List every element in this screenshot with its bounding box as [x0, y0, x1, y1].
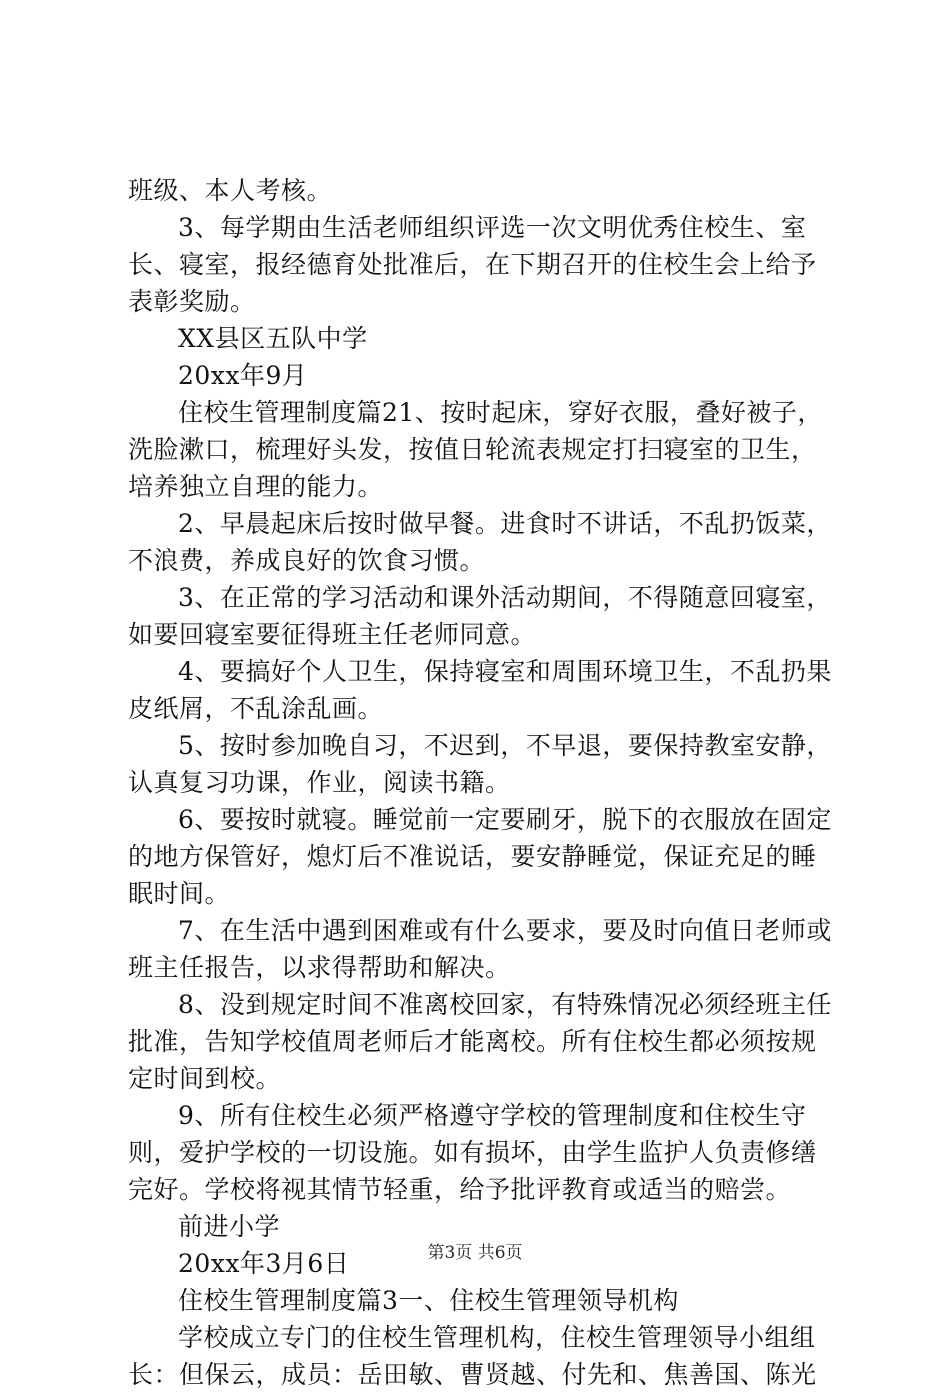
paragraph-rule-9: 9、所有住校生必须严格遵守学校的管理制度和住校生守则，爱护学校的一切设施。如有损坏，由学生监护人负责修缮完好。学校将视其情节轻重，给予批评教育或适当的赔尝。	[128, 1101, 817, 1204]
paragraph-continuation: 班级、本人考核。	[128, 176, 333, 205]
paragraph-rule-8: 8、没到规定时间不准离校回家，有特殊情况必须经班主任批准，告知学校值周老师后才能离校。所有住校生都必须按规定时间到校。	[128, 990, 832, 1093]
date-signature: 20xx年9月	[178, 361, 308, 390]
paragraph-rule-4: 4、要搞好个人卫生，保持寝室和周围环境卫生，不乱扔果皮纸屑，不乱涂乱画。	[128, 657, 832, 723]
paragraph-rule-2: 2、早晨起床后按时做早餐。进食时不讲话，不乱扔饭菜，不浪费，养成良好的饮食习惯。	[128, 509, 832, 575]
paragraph-rule-3: 3、每学期由生活老师组织评选一次文明优秀住校生、室长、寝室，报经德育处批准后，在下期召开的住校生会上给予表彰奖励。	[128, 213, 817, 316]
paragraph-rule-7: 7、在生活中遇到困难或有什么要求，要及时向值日老师或班主任报告，以求得帮助和解决。	[128, 916, 832, 982]
page-footer: 第3页 共6页	[427, 1243, 523, 1263]
paragraph-section-2-rule-1: 住校生管理制度篇21、按时起床，穿好衣服，叠好被子，洗脸漱口，梳理好头发，按值日轮流表规定打扫寝室的卫生，培养独立自理的能力。	[128, 398, 823, 501]
paragraph-rule-5: 5、按时参加晚自习，不迟到，不早退，要保持教室安静，认真复习功课，作业，阅读书籍。	[128, 731, 832, 797]
paragraph-section-3-body: 学校成立专门的住校生管理机构，住校生管理领导小组组长：但保云，成员：岳田敏、曹贤越、付先和、焦善国、陈光	[128, 1323, 817, 1389]
date-signature-2: 20xx年3月6日	[178, 1249, 350, 1278]
paragraph-rule-6: 6、要按时就寝。睡觉前一定要刷牙，脱下的衣服放在固定的地方保管好，熄灯后不准说话，要安静睡觉，保证充足的睡眠时间。	[128, 805, 832, 908]
section-3-heading: 住校生管理制度篇3一、住校生管理领导机构	[178, 1286, 679, 1315]
school-name-signature: XX县区五队中学	[178, 324, 368, 353]
paragraph-rule-3b: 3、在正常的学习活动和课外活动期间，不得随意回寝室，如要回寝室要征得班主任老师同意。	[128, 583, 832, 649]
document-body	[128, 172, 838, 1393]
school-name-signature-2: 前进小学	[178, 1212, 281, 1241]
